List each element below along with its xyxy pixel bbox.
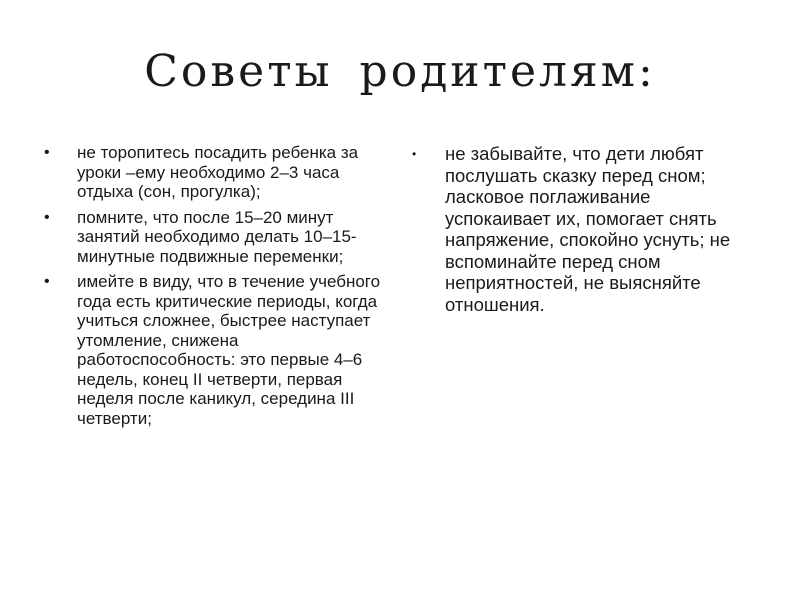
- list-item: [44, 208, 389, 267]
- advice-text: имейте в виду, что в течение учебного года есть критические периоды, когда учиться сложнее, быстрее наступает утомление, снижена работоспособность: это первые 4–6 недель, конец II четверти, первая неделя после каникул, середина III четверти;: [77, 272, 381, 428]
- list-item: [44, 272, 389, 428]
- bullet-icon: •: [44, 144, 50, 161]
- advice-text: помните, что после 15–20 минут занятий необходимо делать 10–15-минутные подвижные переменки;: [77, 207, 357, 266]
- advice-text: не торопитесь посадить ребенка за уроки –ему необходимо 2–3 часа отдыха (сон, прогулка);: [77, 143, 359, 201]
- left-advice-list: [44, 143, 389, 434]
- bullet-icon: •: [44, 273, 50, 290]
- right-advice-list: [412, 143, 752, 321]
- bullet-icon: •: [412, 147, 417, 161]
- bullet-icon: •: [44, 208, 50, 226]
- list-item: [44, 143, 389, 202]
- slide-title: Советы родителям:: [144, 46, 656, 97]
- advice-text: не забывайте, что дети любят послушать сказку перед сном; ласковое поглаживание успокаивает их, помогает снять напряжение, спокойно уснуть; не вспоминайте перед сном неприятностей, не выясняйте отношения.: [445, 143, 731, 315]
- list-item: [412, 143, 752, 315]
